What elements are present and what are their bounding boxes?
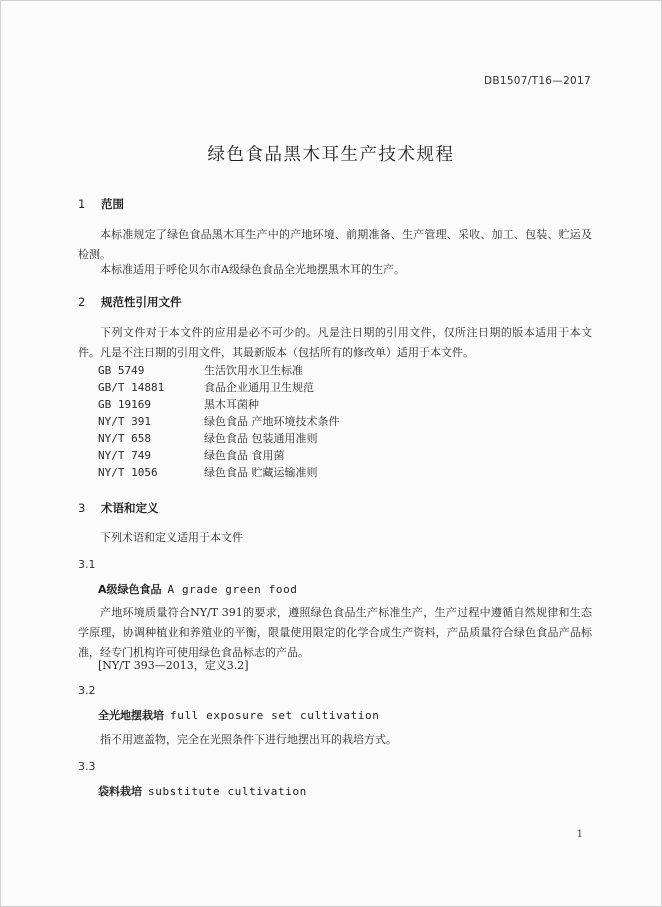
- reference-name: 绿色食品 贮藏运输准则: [204, 466, 318, 479]
- reference-code: NY/T 1056: [98, 466, 158, 479]
- term-heading: [98, 581, 298, 597]
- section-number: 2: [78, 295, 86, 309]
- section-2-heading: [78, 294, 182, 310]
- term-english: A grade green food: [167, 583, 298, 596]
- section-2-paragraph-1: 下列文件对于本文件的应用是必不可少的。凡是注日期的引用文件，仅所注日期的版本适用于本文件。凡是不注日期的引用文件，其最新版本（包括所有的修改单）适用于本文件。: [78, 326, 592, 359]
- reference-code: NY/T 749: [98, 449, 151, 462]
- section-1-paragraph-2: 本标准适用于呼伦贝尔市A级绿色食品全光地摆黑木耳的生产。: [100, 263, 405, 276]
- term-chinese: A级绿色食品: [98, 583, 162, 596]
- reference-name: 生活饮用水卫生标准: [204, 364, 303, 377]
- reference-code: NY/T 391: [98, 415, 151, 428]
- reference-item: [98, 413, 340, 429]
- section-1-heading: [78, 196, 124, 212]
- term-english: full exposure set cultivation: [170, 709, 380, 722]
- reference-code: GB/T 14881: [98, 381, 165, 394]
- section-number: 3: [78, 501, 86, 515]
- section-title: 术语和定义: [101, 501, 159, 515]
- term-chinese: 袋料栽培: [98, 785, 142, 798]
- section-3-heading: [78, 500, 159, 516]
- reference-item: [98, 464, 318, 480]
- subsection-number: 3.2: [78, 684, 96, 697]
- term-heading: [98, 783, 307, 799]
- section-number: 1: [78, 197, 86, 211]
- reference-code: NY/T 658: [98, 432, 151, 445]
- reference-item: [98, 447, 285, 463]
- reference-name: 绿色食品 产地环境技术条件: [204, 415, 340, 428]
- reference-name: 黑木耳菌种: [204, 398, 259, 411]
- document-number: DB1507/T16—2017: [483, 75, 591, 87]
- term-english: substitute cultivation: [148, 785, 307, 798]
- reference-item: [98, 430, 318, 446]
- page-number: 1: [576, 829, 583, 840]
- term-heading: [98, 707, 379, 723]
- reference-item: [98, 362, 303, 378]
- reference-item: [98, 396, 259, 412]
- term-source-note: [NY/T 393—2013，定义3.2]: [98, 659, 249, 672]
- document-title: 绿色食品黑木耳生产技术规程: [207, 145, 455, 165]
- section-title: 范围: [101, 197, 124, 211]
- section-3-paragraph-1: 下列术语和定义适用于本文件: [100, 531, 243, 544]
- section-1-paragraph-1: 本标准规定了绿色食品黑木耳生产中的产地环境、前期准备、生产管理、采收、加工、包装、贮运及检测。: [78, 228, 592, 261]
- term-definition: 指不用遮盖物，完全在光照条件下进行地摆出耳的栽培方式。: [100, 733, 397, 746]
- reference-name: 食品企业通用卫生规范: [204, 381, 314, 394]
- reference-code: GB 19169: [98, 398, 151, 411]
- reference-name: 绿色食品 食用菌: [204, 449, 285, 462]
- subsection-number: 3.3: [78, 760, 96, 773]
- reference-name: 绿色食品 包装通用准则: [204, 432, 318, 445]
- subsection-number: 3.1: [78, 558, 96, 571]
- reference-item: [98, 379, 314, 395]
- term-chinese: 全光地摆栽培: [98, 709, 164, 722]
- section-title: 规范性引用文件: [101, 295, 182, 309]
- reference-code: GB 5749: [98, 364, 145, 377]
- term-definition: 产地环境质量符合NY/T 391的要求，遵照绿色食品生产标准生产，生产过程中遵循自然规律和生态学原理，协调种植业和养殖业的平衡，限量使用限定的化学合成生产资料，产品质量符合绿色食品产品标准，经专门机构许可使用绿色食品标志的产品。: [78, 606, 592, 659]
